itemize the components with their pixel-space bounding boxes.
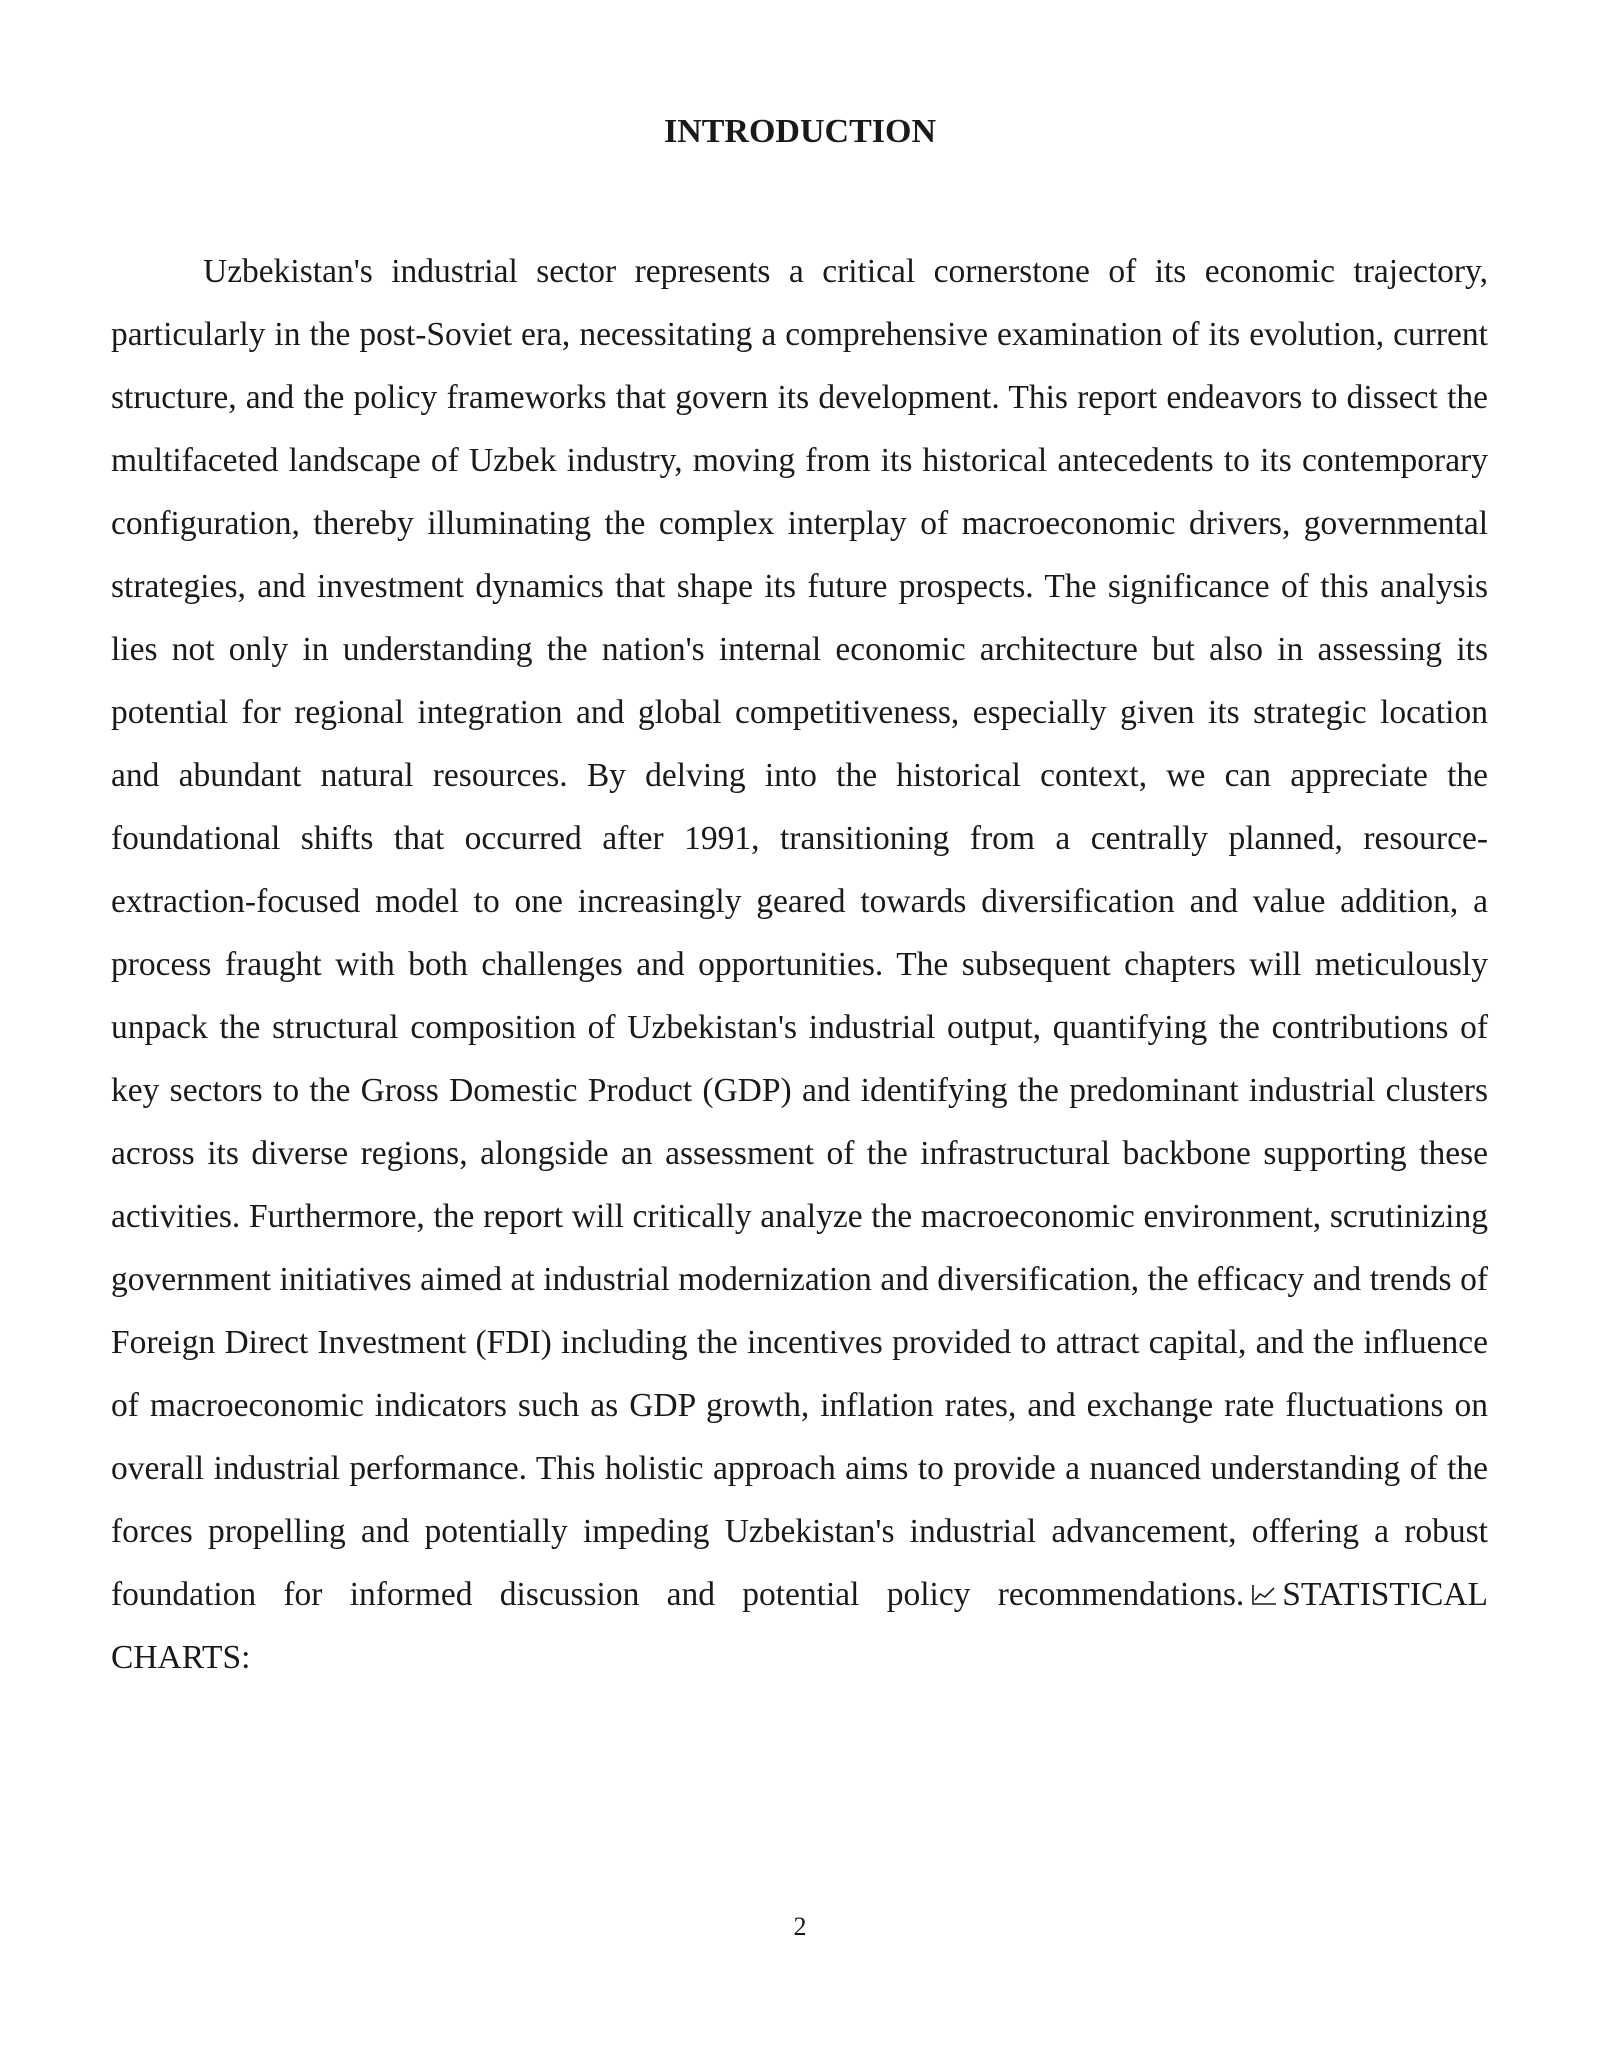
introduction-paragraph (111, 240, 1488, 1689)
chart-increasing-icon (1250, 1583, 1278, 1607)
page-number: 2 (793, 1912, 807, 1941)
statistical-charts-label: STATISTICAL CHARTS: (111, 1576, 1488, 1676)
page-heading: INTRODUCTION (663, 113, 937, 150)
paragraph-text: Uzbekistan's industrial sector represents a critical cornerstone of its economic trajectory, particularly in the post-Soviet era, necessitating a comprehensive examination of its evolution, current structure, and the policy frameworks that govern its development. This report endeavors to dissect the multifaceted landscape of Uzbek industry, moving from its historical antecedents to its contemporary configuration, thereby illuminating the complex interplay of macroeconomic drivers, governmental strategies, and investment dynamics that shape its future prospects. The significance of this analysis lies not only in understanding the nation's internal economic architecture but also in assessing its potential for regional integration and global competitiveness, especially given its strategic location and abundant natural resources. By delving into the historical context, we can appreciate the foundational shifts that occurred after 1991, transitioning from a centrally planned, resource-extraction-focused model to one increasingly geared towards diversification and value addition, a process fraught with both challenges and opportunities. The subsequent chapters will meticulously unpack the structural composition of Uzbekistan's industrial output, quantifying the contributions of key sectors to the Gross Domestic Product (GDP) and identifying the predominant industrial clusters across its diverse regions, alongside an assessment of the infrastructural backbone supporting these activities. Furthermore, the report will critically analyze the macroeconomic environment, scrutinizing government initiatives aimed at industrial modernization and diversification, the efficacy and trends of Foreign Direct Investment (FDI) including the incentives provided to attract capital, and the influence of macroeconomic indicators such as GDP growth, inflation rates, and exchange rate fluctuations on overall industrial performance. This holistic approach aims to provide a nuanced understanding of the forces propelling and potentially impeding Uzbekistan's industrial advancement, offering a robust foundation for informed discussion and potential policy recommendations. (111, 253, 1488, 1613)
